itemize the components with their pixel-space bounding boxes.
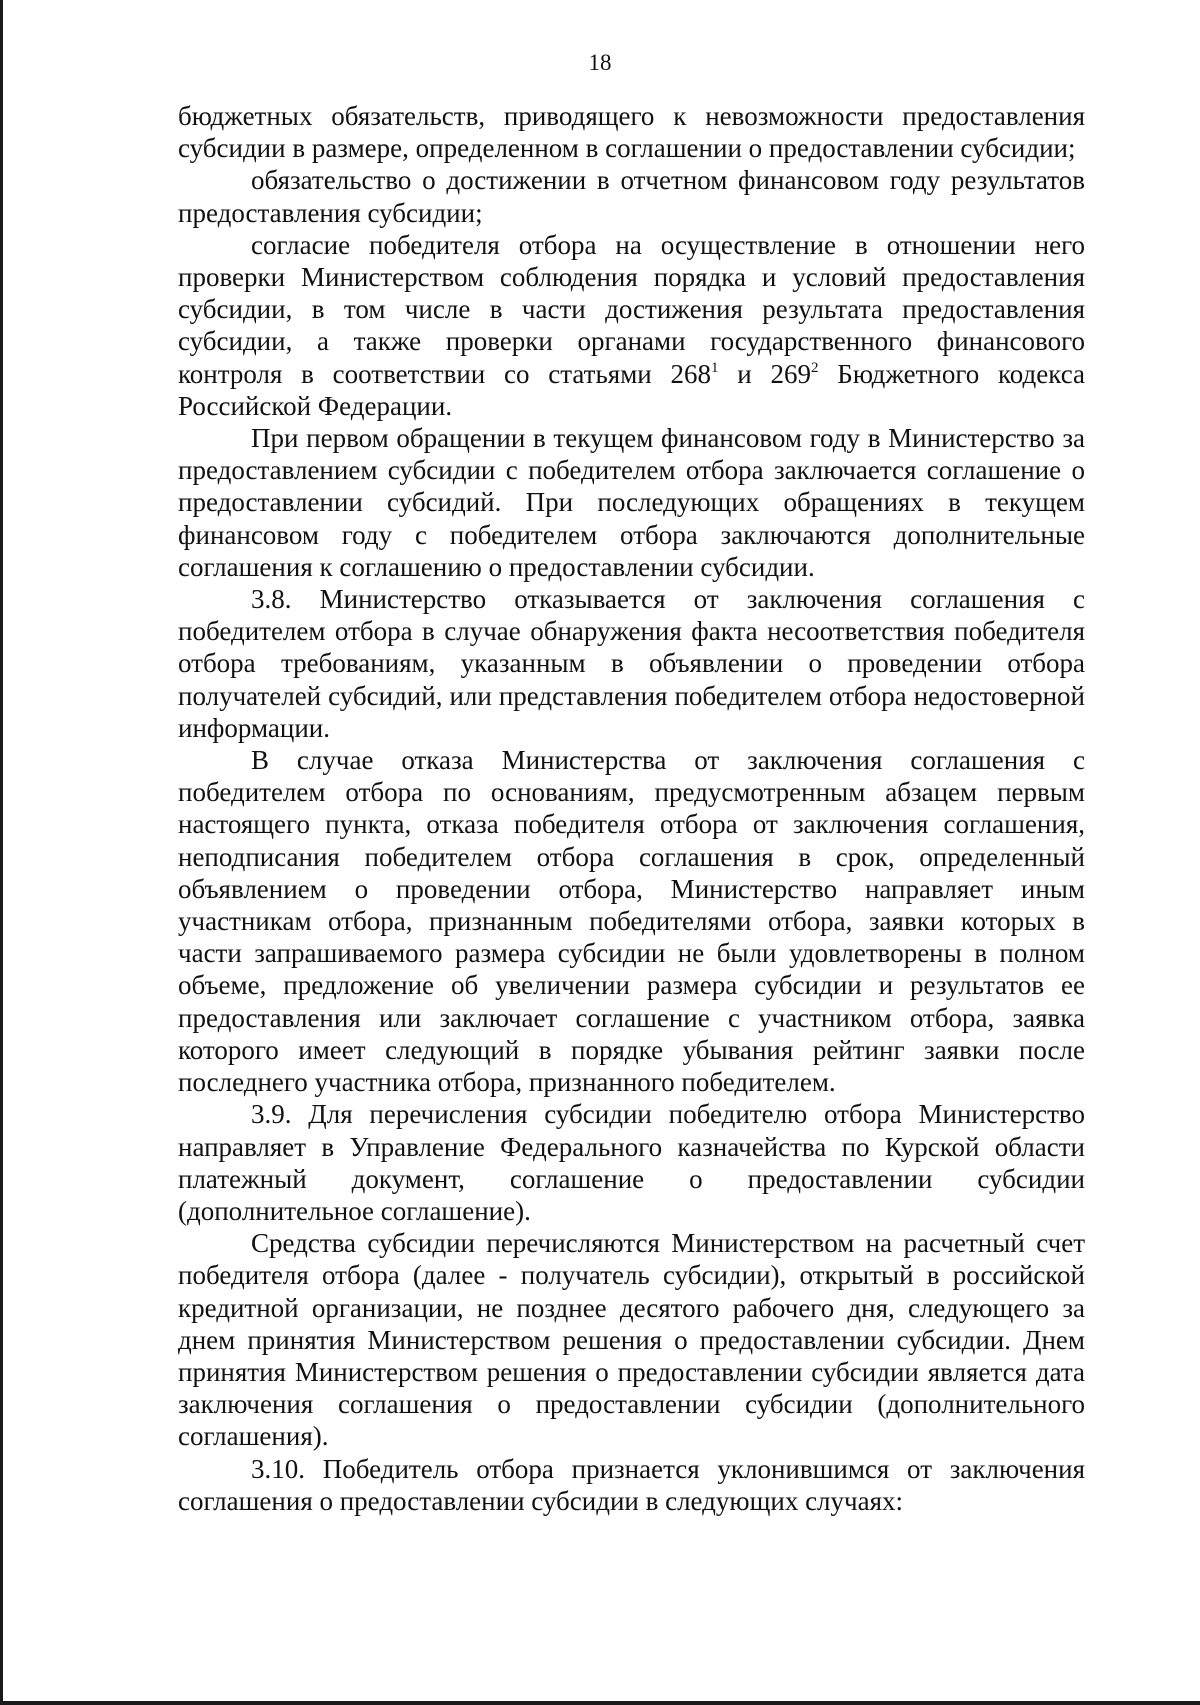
paragraph-first-application: При первом обращении в текущем финансовом году в Министерство за предоставлением субсидии с победителем отбора заключается соглашение о предоставлении субсидий. При последующих обращениях в текущем финансовом году с победителем отбора заключаются дополнительные соглашения к соглашению о предоставлении субсидии.: [178, 423, 1085, 582]
paragraph-consent-inspection: [178, 229, 1085, 422]
superscript-1: 1: [711, 359, 719, 376]
scan-edge-bottom: [0, 1701, 1200, 1705]
paragraph-refusal-case: В случае отказа Министерства от заключения соглашения с победителем отбора по основаниям, предусмотренным абзацем первым настоящего пункта, отказа победителя отбора от заключения соглашения, неподписания победителем отбора соглашения в срок, определенный объявлением о проведении отбора, Министерство направляет иным участникам отбора, признанным победителями отбора, заявки которых в части запрашиваемого размера субсидии не были удовлетворены в полном объеме, предложение об увеличении размера субсидии и результатов ее предоставления или заключает соглашение с участником отбора, заявка которого имеет следующий в порядке убывания рейтинг заявки после последнего участника отбора, признанного победителем.: [178, 745, 1085, 1098]
paragraph-subsidy-transfer: Средства субсидии перечисляются Министерством на расчетный счет победителя отбора (далее - получатель субсидии), открытый в российской кредитной организации, не позднее десятого рабочего дня, следующего за днем принятия Министерством решения о предоставлении субсидии. Днем принятия Министерством решения о предоставлении субсидии является дата заключения соглашения о предоставлении субсидии (дополнительного соглашения).: [178, 1228, 1085, 1452]
consent-text-part-2: и 269: [718, 358, 812, 389]
paragraph-budget-obligations: бюджетных обязательств, приводящего к невозможности предоставления субсидии в размере, определенном в соглашении о предоставлении субсидии;: [178, 101, 1085, 164]
consent-text-part-1: согласие победителя отбора на осуществление в отношении него проверки Министерством соблюдения порядка и условий предоставления субсидии, в том числе в части достижения результата предоставления субсидии, а также проверки органами государственного финансового контроля в соответствии со статьями 268: [178, 229, 1085, 389]
document-body: [178, 100, 1085, 1517]
consent-text-part-3: Бюджетного кодекса Российской Федерации.: [178, 358, 1085, 421]
paragraph-3-9: 3.9. Для перечисления субсидии победителю отбора Министерство направляет в Управление Федерального казначейства по Курской области платежный документ, соглашение о предоставлении субсидии (дополнительное соглашение).: [178, 1099, 1085, 1226]
paragraph-3-10: 3.10. Победитель отбора признается уклонившимся от заключения соглашения о предоставлении субсидии в следующих случаях:: [178, 1453, 1085, 1516]
scan-edge-left: [0, 0, 3, 1705]
paragraph-obligation-results: обязательство о достижении в отчетном финансовом году результатов предоставления субсидии;: [178, 165, 1085, 228]
paragraph-3-8: 3.8. Министерство отказывается от заключения соглашения с победителем отбора в случае обнаружения факта несоответствия победителя отбора требованиям, указанным в объявлении о проведении отбора получателей субсидий, или представления победителем отбора недостоверной информации.: [178, 584, 1085, 743]
superscript-2: 2: [811, 359, 819, 376]
page-number: 18: [588, 50, 612, 75]
